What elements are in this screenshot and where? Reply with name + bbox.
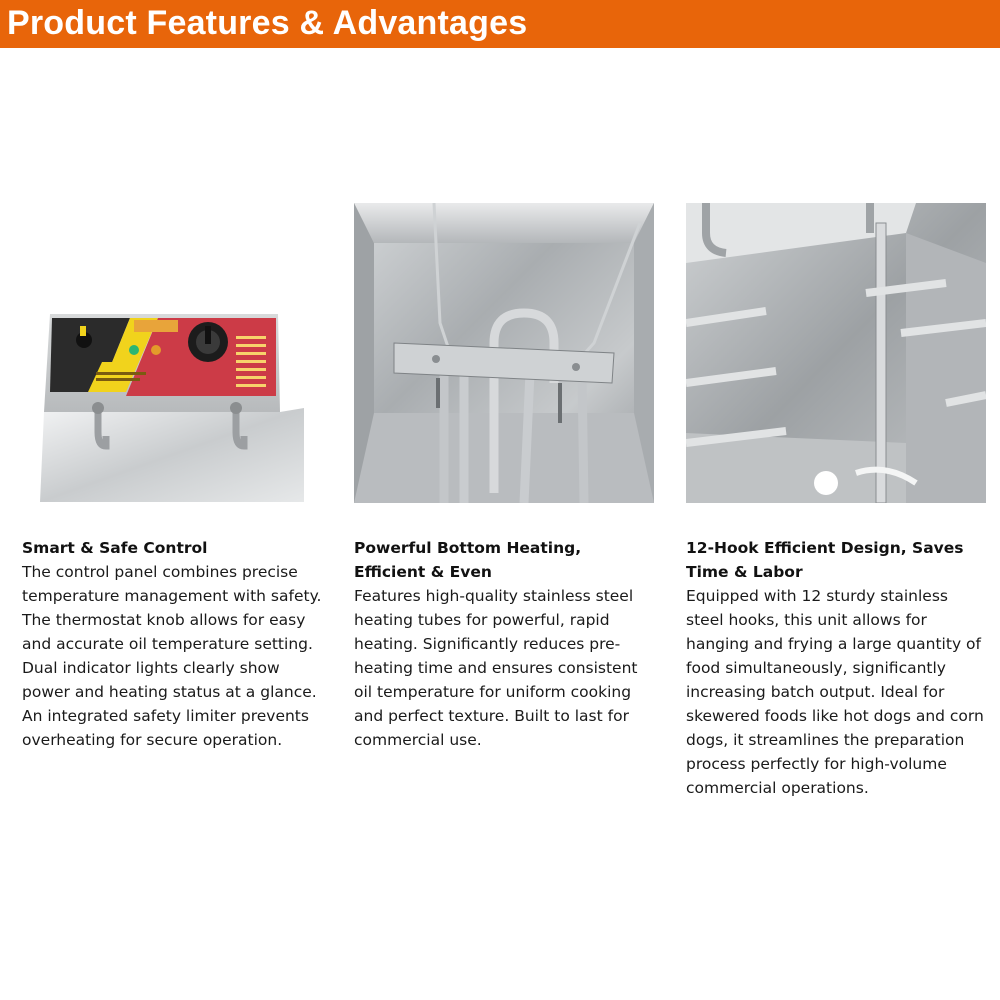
page-title: Product Features & Advantages: [7, 4, 528, 42]
heating-tubes-photo: [354, 203, 654, 503]
feature-smart-safe-control: [22, 536, 322, 752]
feature-bottom-heating: [354, 536, 654, 752]
feature-body: The control panel combines precise temperature management with safety. The thermostat knob allows for easy and accurate oil temperature setting. Dual indicator lights clearly show power and heating status at a glance. An integrated safety limiter prevents overheating for secure operation.: [22, 563, 322, 749]
feature-body: Equipped with 12 sturdy stainless steel hooks, this unit allows for hanging and frying a large quantity of food simultaneously, significantly increasing batch output. Ideal for skewered foods like hot dogs and corn dogs, it streamlines the preparation process perfectly for high-volume commercial operations.: [686, 587, 984, 797]
feature-12-hook-design: [686, 536, 988, 800]
feature-title: 12-Hook Efficient Design, Saves Time & Labor: [686, 539, 964, 581]
header-banner: [0, 0, 1000, 48]
feature-body: Features high-quality stainless steel heating tubes for powerful, rapid heating. Significantly reduces pre-heating time and ensures consistent oil temperature for uniform cooking and perfect texture. Built to last for commercial use.: [354, 587, 638, 749]
feature-title: Powerful Bottom Heating, Efficient & Even: [354, 539, 582, 581]
feature-title: Smart & Safe Control: [22, 539, 208, 557]
control-panel-photo: [40, 312, 304, 502]
hooks-photo: [686, 203, 986, 503]
